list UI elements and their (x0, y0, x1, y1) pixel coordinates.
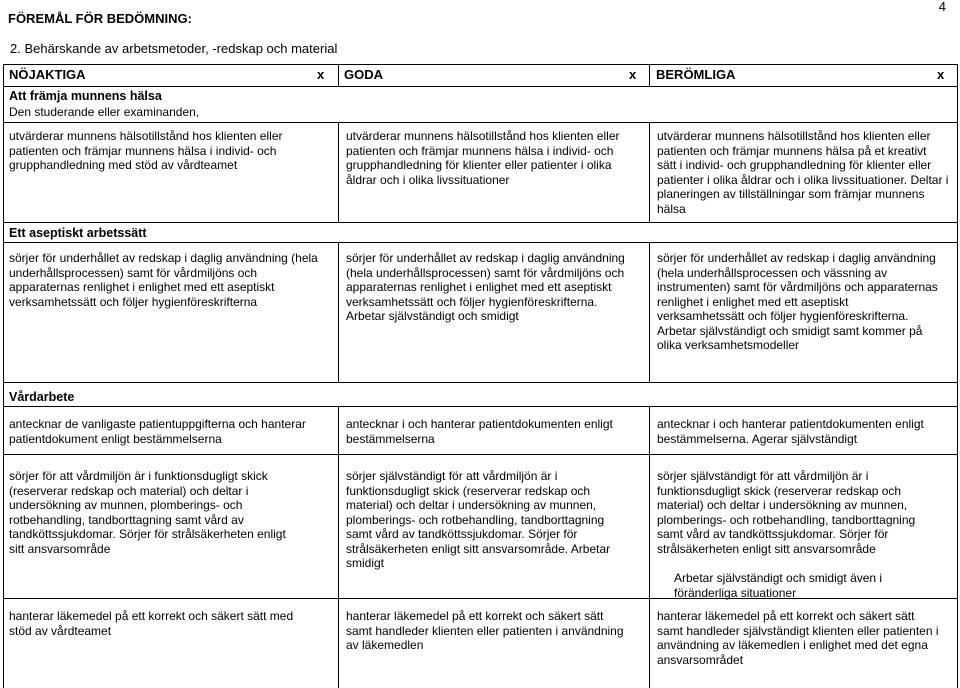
page-heading: FÖREMÅL FÖR BEDÖMNING: (8, 11, 192, 26)
header-x-marker: x (937, 67, 945, 82)
criterion-text: sörjer för underhållet av redskap i daglig användning (hela underhållsprocessen) samt för vårdmiljöns och apparaternas renlighet i enlighet med ett aseptiskt verksamhetssätt och följer hygienföreskrifterna. Arbetar självständigt och smidigt (346, 251, 625, 323)
col-line (649, 406, 650, 688)
criterion-text: hanterar läkemedel på ett korrekt och säkert sätt samt handleder självständigt klienten eller patienten i användning av läkemedlen i enlighet med det egna ansvarsområdet (657, 609, 939, 667)
col-line (649, 242, 650, 382)
criterion-text: sörjer för underhållet av redskap i daglig användning (hela underhållsprocessen och vässning av instrumenten) samt för vårdmiljöns och apparaternas renlighet i enlighet med ett aseptiskt verksamhetssätt och följer hygienföreskrifterna. Arbetar självständigt och smidigt samt kommer på olika verksamhetsmodeller (657, 251, 938, 352)
header-x-marker: x (317, 67, 325, 82)
row-line (4, 122, 957, 123)
header-x-marker: x (629, 67, 637, 82)
section-heading: Att främja munnens hälsa (9, 89, 162, 103)
row-line (4, 86, 957, 87)
criterion-text: sörjer för att vårdmiljön är i funktionsdugligt skick (reserverar redskap och material) och deltar i undersökning av munnen, plomberings- och rotbehandling, tandborttagning samt vård av tandköttssjukdomar. Sörjer för strålsäkerheten enligt sitt ansvarsområde (9, 469, 286, 556)
col-line (338, 406, 339, 688)
criterion-text: antecknar i och hanterar patientdokumenten enligt bestämmelserna. Agerar självständigt (657, 417, 924, 446)
section-heading: Vårdarbete (9, 390, 75, 404)
header-goda: GODA (344, 67, 383, 82)
criterion-text: sörjer självständigt för att vårdmiljön är i funktionsdugligt skick (reserverar redskap och material) och deltar i undersökning av munnen, plomberings- och rotbehandling, tandborttagning samt vård av tandköttssjukdomar. Sörjer för strålsäkerheten enligt sitt ansvarsområde (657, 469, 916, 556)
section-subtitle: Den studerande eller examinanden, (9, 105, 200, 119)
col-line (338, 122, 339, 222)
criterion-text: hanterar läkemedel på ett korrekt och säkert sätt samt handleder klienten eller patienten i användning av läkemedlen (346, 609, 624, 652)
section-heading: Ett aseptiskt arbetssätt (9, 226, 147, 240)
row-line (4, 242, 957, 243)
col-line (649, 122, 650, 222)
criterion-text-note: Arbetar självständigt och smidigt även i föränderliga situationer (674, 571, 883, 600)
row-line (4, 382, 957, 383)
col-line (338, 64, 339, 86)
criterion-text: antecknar de vanligaste patientuppgifterna och hanterar patientdokument enligt bestämmelserna (9, 417, 306, 446)
criterion-text: sörjer för underhållet av redskap i daglig användning (hela underhållsprocessen) samt för vårdmiljöns och apparaternas renlighet i enlighet med ett aseptiskt verksamhetssätt och följer hygienföreskrifterna (9, 251, 318, 309)
col-line (338, 242, 339, 382)
row-line (4, 454, 957, 455)
criterion-text: sörjer självständigt för att vårdmiljön är i funktionsdugligt skick (reserverar redskap och material) och deltar i undersökning av munnen, plomberings- och rotbehandling, tandborttagning samt vård av tandköttssjukdomar. Sörjer för strålsäkerheten enligt sitt ansvarsområde. Arbetar smidigt (346, 469, 611, 570)
row-line (4, 406, 957, 407)
section-title: 2. Behärskande av arbetsmetoder, -redskap och material (10, 41, 338, 56)
header-beromliga: BERÖMLIGA (656, 67, 736, 82)
criterion-text: antecknar i och hanterar patientdokumenten enligt bestämmelserna (346, 417, 613, 446)
criterion-text: hanterar läkemedel på ett korrekt och säkert sätt med stöd av vårdteamet (9, 609, 294, 638)
col-line (649, 64, 650, 86)
row-line (4, 222, 957, 223)
header-noejaktiga: NÖJAKTIGA (9, 67, 86, 82)
criterion-text: utvärderar munnens hälsotillstånd hos klienten eller patienten och främjar munnens hälsa i individ- och grupphandledning med stöd av vårdteamet (9, 129, 283, 172)
assessment-table (3, 64, 958, 688)
criterion-text: utvärderar munnens hälsotillstånd hos klienten eller patienten och främjar munnens hälsa på et kreativt sätt i individ- och grupphandledning för klienter eller patienter i olika åldrar och i olika livssituationer. Deltar i planeringen av tillställningar som främjar munnens hälsa (657, 129, 949, 216)
criterion-text: utvärderar munnens hälsotillstånd hos klienten eller patienten och främjar munnens hälsa i individ- och grupphandledning för klienter eller patienter i olika åldrar och i olika livssituationer (346, 129, 620, 187)
row-line (4, 64, 957, 65)
page-number: 4 (938, 0, 946, 14)
